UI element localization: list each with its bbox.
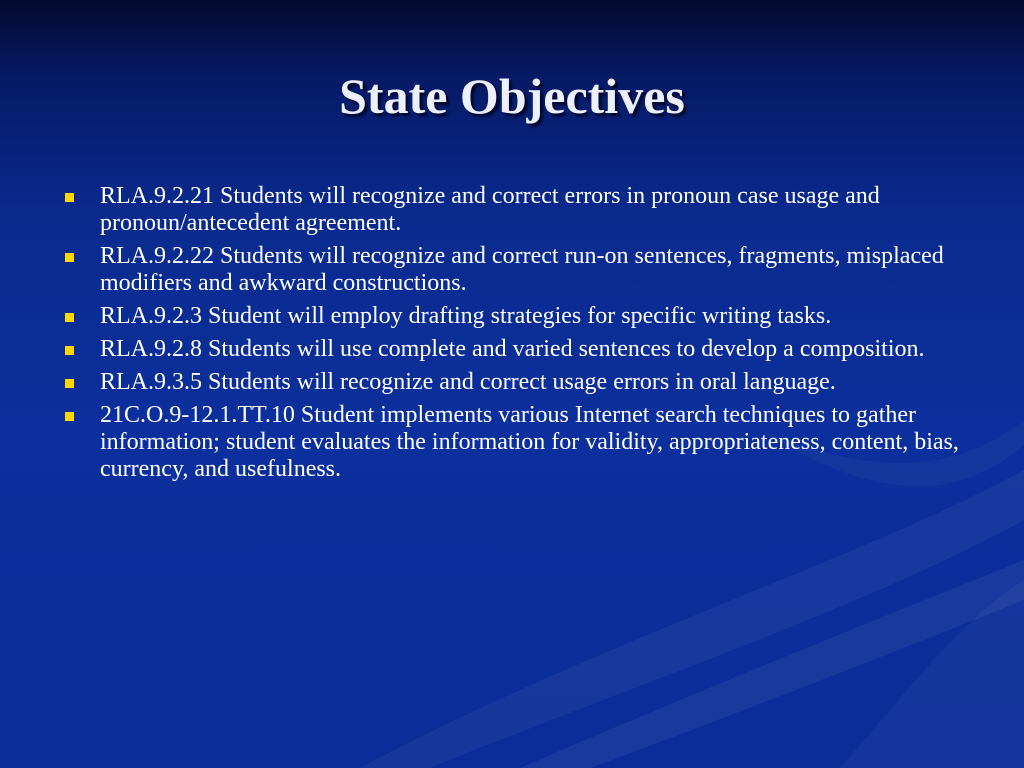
square-bullet-icon bbox=[65, 193, 74, 202]
bullet-text: 21C.O.9-12.1.TT.10 Student implements various Internet search techniques to gather information; student evaluates the information for validity, appropriateness, content, bias, currency, and usefulness. bbox=[100, 402, 959, 482]
bullet-list bbox=[62, 183, 962, 489]
bullet-text: RLA.9.2.3 Student will employ drafting strategies for specific writing tasks. bbox=[100, 303, 832, 329]
bullet-text: RLA.9.2.8 Students will use complete and varied sentences to develop a composition. bbox=[100, 336, 925, 362]
bullet-item bbox=[62, 303, 962, 330]
bullet-item bbox=[62, 402, 962, 483]
bullet-text: RLA.9.2.22 Students will recognize and correct run-on sentences, fragments, misplaced modifiers and awkward constructions. bbox=[100, 243, 944, 296]
square-bullet-icon bbox=[65, 253, 74, 262]
bullet-item bbox=[62, 243, 962, 297]
bullet-item bbox=[62, 183, 962, 237]
square-bullet-icon bbox=[65, 346, 74, 355]
bullet-text: RLA.9.2.21 Students will recognize and correct errors in pronoun case usage and pronoun/antecedent agreement. bbox=[100, 183, 880, 236]
square-bullet-icon bbox=[65, 412, 74, 421]
square-bullet-icon bbox=[65, 313, 74, 322]
bullet-text: RLA.9.3.5 Students will recognize and correct usage errors in oral language. bbox=[100, 369, 836, 395]
square-bullet-icon bbox=[65, 379, 74, 388]
bullet-item bbox=[62, 336, 962, 363]
slide-title: State Objectives bbox=[339, 68, 685, 124]
bullet-item bbox=[62, 369, 962, 396]
